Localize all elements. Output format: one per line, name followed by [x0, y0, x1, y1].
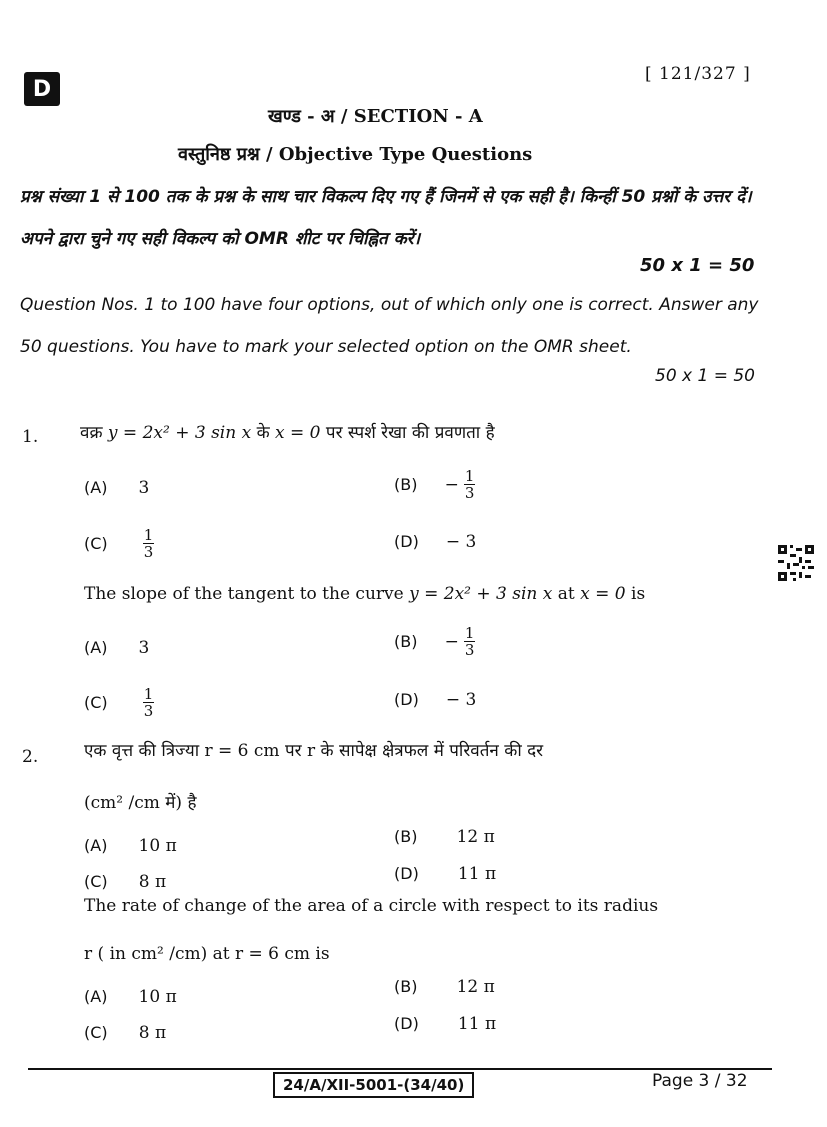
option-letter: (A) [84, 638, 108, 657]
option-fraction [464, 625, 476, 658]
option-letter: (D) [394, 690, 419, 709]
option-fraction [143, 686, 155, 719]
option-letter: (B) [394, 827, 418, 846]
option-value: 3 [138, 638, 150, 658]
question-2-english-line2: r ( in cm² /cm) at r = 6 cm is [84, 944, 330, 964]
option-letter: (A) [84, 836, 108, 855]
option-b[interactable] [394, 468, 475, 501]
option-value: 11 π [457, 864, 497, 884]
section-subtitle: वस्तुनिष्ठ प्रश्न / Objective Type Questions [178, 144, 533, 165]
page-number: Page 3 / 32 [652, 1071, 748, 1091]
option-value: 11 π [457, 1014, 497, 1034]
q1-hindi-pre: वक्र [80, 423, 103, 443]
fraction-denominator: 3 [143, 702, 154, 720]
option-b[interactable] [394, 827, 495, 847]
option-letter: (C) [84, 872, 108, 891]
hindi-marks: 50 x 1 = 50 [640, 255, 755, 276]
option-letter: (A) [84, 478, 108, 497]
option-b[interactable] [394, 625, 475, 658]
option-letter: (B) [394, 632, 418, 651]
fraction-denominator: 3 [143, 543, 154, 561]
option-letter: (D) [394, 532, 419, 551]
option-letter: (B) [394, 977, 418, 996]
section-title: खण्ड - अ / SECTION - A [268, 106, 483, 127]
option-b[interactable] [394, 977, 495, 997]
option-a[interactable] [84, 638, 149, 658]
option-letter: (C) [84, 693, 108, 712]
option-value: 8 π [138, 872, 167, 892]
option-letter: (A) [84, 987, 108, 1006]
option-value: 8 π [138, 1023, 167, 1043]
option-value: 12 π [456, 827, 495, 847]
option-sign: − [444, 474, 459, 495]
option-fraction [143, 527, 155, 560]
option-a[interactable] [84, 836, 177, 856]
option-d[interactable] [394, 1014, 496, 1034]
option-c[interactable] [84, 1023, 166, 1043]
option-letter: (B) [394, 475, 418, 494]
option-a[interactable] [84, 987, 177, 1007]
option-c[interactable] [84, 872, 166, 892]
q1-english-post: is [631, 584, 646, 604]
footer-divider [28, 1068, 772, 1070]
option-d[interactable] [394, 864, 496, 884]
fraction-numerator: 1 [464, 467, 475, 485]
option-letter: (C) [84, 534, 108, 553]
q1-hindi-point: x = 0 [275, 423, 321, 443]
footer-paper-code: 24/A/XII-5001-(34/40) [273, 1072, 474, 1098]
q1-english-point: x = 0 [580, 584, 626, 604]
option-c[interactable] [84, 686, 154, 719]
q1-hindi-post: पर स्पर्श रेखा की प्रवणता है [325, 423, 495, 443]
question-number: 1. [22, 427, 39, 447]
english-marks: 50 x 1 = 50 [655, 366, 755, 386]
option-value: − 3 [445, 690, 477, 710]
q1-english-pre: The slope of the tangent to the curve [84, 584, 404, 604]
option-fraction [464, 468, 476, 501]
option-letter: (D) [394, 1014, 419, 1033]
q1-hindi-expr: y = 2x² + 3 sin x [107, 423, 252, 443]
fraction-numerator: 1 [143, 526, 154, 544]
english-instructions: Question Nos. 1 to 100 have four options, out of which only one is correct. Answer any 50 questions. You have to mark your selected option on the OMR sheet. [20, 295, 759, 357]
option-d[interactable] [394, 532, 476, 552]
question-2-english-line1: The rate of change of the area of a circle with respect to its radius [84, 896, 659, 916]
question-1-hindi [80, 420, 495, 443]
option-value: 12 π [456, 977, 495, 997]
question-1-english [84, 584, 645, 604]
hindi-instructions: प्रश्न संख्या 1 से 100 तक के प्रश्न के साथ चार विकल्प दिए गए हैं जिनमें से एक सही है। किन्हीं 50 प्रश्नों के उत्तर दें। अपने द्वारा चुने गए सही विकल्प को OMR शीट पर चिह्नित करें। [20, 187, 752, 249]
fraction-numerator: 1 [464, 624, 475, 642]
question-number: 2. [22, 747, 39, 767]
fraction-denominator: 3 [464, 641, 475, 659]
fraction-denominator: 3 [464, 484, 475, 502]
option-a[interactable] [84, 478, 149, 498]
q1-english-mid: at [557, 584, 575, 604]
option-value: 10 π [138, 836, 177, 856]
option-letter: (D) [394, 864, 419, 883]
fraction-numerator: 1 [143, 685, 154, 703]
option-sign: − [444, 631, 459, 652]
option-value: 10 π [138, 987, 177, 1007]
q1-english-expr: y = 2x² + 3 sin x [409, 584, 553, 604]
option-value: − 3 [445, 532, 477, 552]
question-2-hindi-line1: एक वृत्त की त्रिज्या r = 6 cm पर r के सापेक्ष क्षेत्रफल में परिवर्तन की दर [84, 741, 544, 761]
question-2-hindi-line2: (cm² /cm में) है [84, 793, 197, 813]
q1-hindi-mid: के [256, 423, 270, 443]
qr-code-icon [778, 545, 814, 581]
option-letter: (C) [84, 1023, 108, 1042]
option-value: 3 [138, 478, 150, 498]
option-c[interactable] [84, 527, 154, 560]
option-d[interactable] [394, 690, 476, 710]
set-badge: D [24, 72, 60, 106]
paper-code-top: [ 121/327 ] [645, 64, 751, 84]
